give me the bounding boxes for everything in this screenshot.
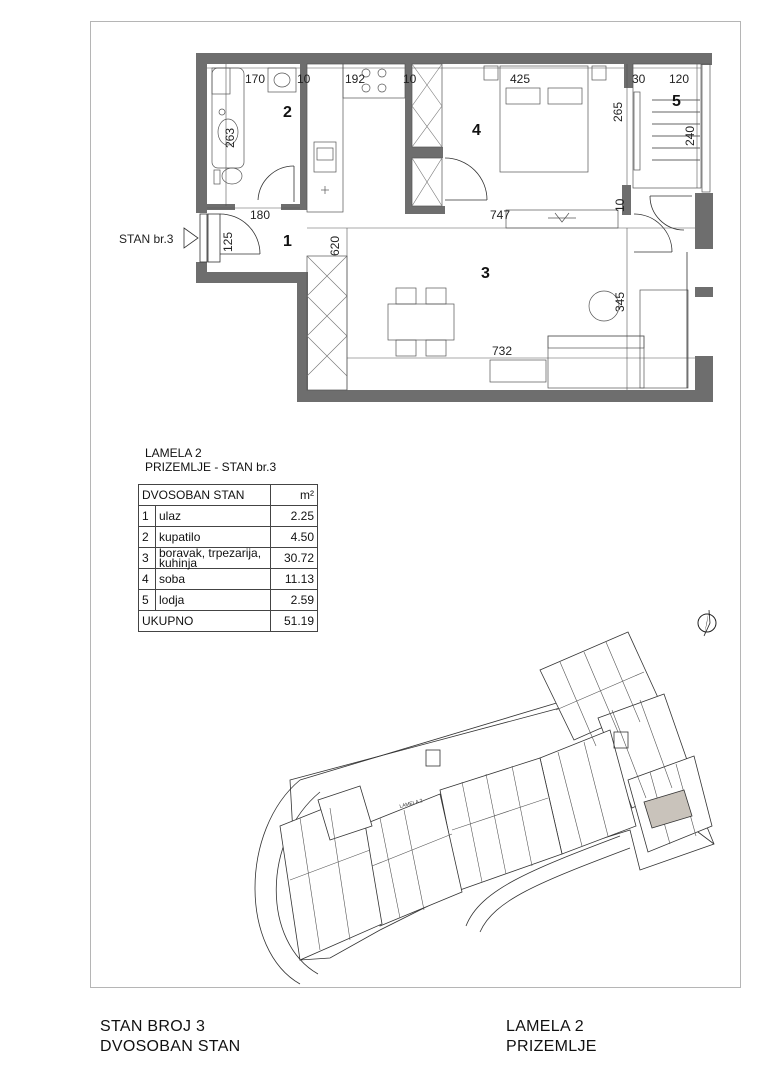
dim-10-a: 10 bbox=[297, 72, 311, 86]
dimension-lines bbox=[207, 64, 701, 390]
table-row bbox=[139, 590, 318, 611]
footer-unit-number: STAN BROJ 3 bbox=[100, 1018, 206, 1035]
row-number: 4 bbox=[139, 569, 156, 590]
footer-unit-type: DVOSOBAN STAN bbox=[100, 1038, 241, 1055]
total-label: UKUPNO bbox=[139, 611, 271, 632]
area-table-header bbox=[139, 485, 318, 506]
legend-line-1: LAMELA 2 bbox=[145, 446, 202, 460]
table-unit: m² bbox=[271, 485, 318, 506]
area-table bbox=[138, 484, 318, 632]
dim-425: 425 bbox=[510, 72, 531, 86]
row-number: 5 bbox=[139, 590, 156, 611]
site-stair-left bbox=[426, 750, 440, 766]
total-value: 51.19 bbox=[271, 611, 318, 632]
row-number: 3 bbox=[139, 548, 156, 569]
legend-block bbox=[145, 446, 276, 474]
floor-plan bbox=[0, 0, 763, 420]
row-name: soba bbox=[156, 569, 271, 590]
row-value: 2.59 bbox=[271, 590, 318, 611]
living-room-furniture bbox=[388, 210, 688, 388]
table-row bbox=[139, 527, 318, 548]
outer-walls bbox=[196, 53, 713, 402]
row-name: ulaz bbox=[156, 506, 271, 527]
row-value: 30.72 bbox=[271, 548, 318, 569]
row-name: lodja bbox=[156, 590, 271, 611]
row-value: 2.25 bbox=[271, 506, 318, 527]
dim-192: 192 bbox=[345, 72, 366, 86]
footer-left bbox=[100, 1017, 241, 1057]
dim-170: 170 bbox=[245, 72, 266, 86]
room-number-2: 2 bbox=[283, 104, 292, 121]
dim-240: 240 bbox=[683, 125, 697, 146]
room-number-3: 3 bbox=[481, 265, 490, 282]
inner-walls bbox=[207, 64, 631, 215]
dim-120: 120 bbox=[669, 72, 690, 86]
table-row bbox=[139, 569, 318, 590]
dim-263: 263 bbox=[223, 127, 237, 148]
site-block-label: LAMELA 2 bbox=[398, 798, 424, 810]
dim-747: 747 bbox=[490, 208, 511, 222]
row-value: 11.13 bbox=[271, 569, 318, 590]
kitchen-counter bbox=[307, 64, 405, 390]
room-number-5: 5 bbox=[672, 93, 681, 110]
dim-10-b: 10 bbox=[403, 72, 417, 86]
row-number: 1 bbox=[139, 506, 156, 527]
footer-right bbox=[506, 1017, 597, 1057]
dim-10-c: 10 bbox=[613, 198, 627, 212]
dim-265: 265 bbox=[611, 101, 625, 122]
site-plan bbox=[0, 630, 763, 990]
dim-125: 125 bbox=[221, 231, 235, 252]
row-name: kupatilo bbox=[156, 527, 271, 548]
row-number: 2 bbox=[139, 527, 156, 548]
footer-block: LAMELA 2 bbox=[506, 1018, 585, 1035]
dim-732: 732 bbox=[492, 344, 513, 358]
dim-180: 180 bbox=[250, 208, 271, 222]
room-number-4: 4 bbox=[472, 122, 481, 139]
bedroom-furniture bbox=[412, 64, 606, 206]
room-number-1: 1 bbox=[283, 233, 292, 250]
dim-30: 30 bbox=[632, 72, 646, 86]
row-name: boravak, trpezarija, kuhinja bbox=[156, 548, 271, 569]
table-title: DVOSOBAN STAN bbox=[139, 485, 271, 506]
row-value: 4.50 bbox=[271, 527, 318, 548]
footer-floor: PRIZEMLJE bbox=[506, 1038, 597, 1055]
table-row bbox=[139, 506, 318, 527]
dim-620: 620 bbox=[328, 235, 342, 256]
table-row bbox=[139, 548, 318, 569]
legend-line-2: PRIZEMLJE - STAN br.3 bbox=[145, 460, 277, 474]
dim-345: 345 bbox=[613, 291, 627, 312]
table-total-row bbox=[139, 611, 318, 632]
unit-entrance-marker: STAN br.3 bbox=[119, 232, 174, 246]
